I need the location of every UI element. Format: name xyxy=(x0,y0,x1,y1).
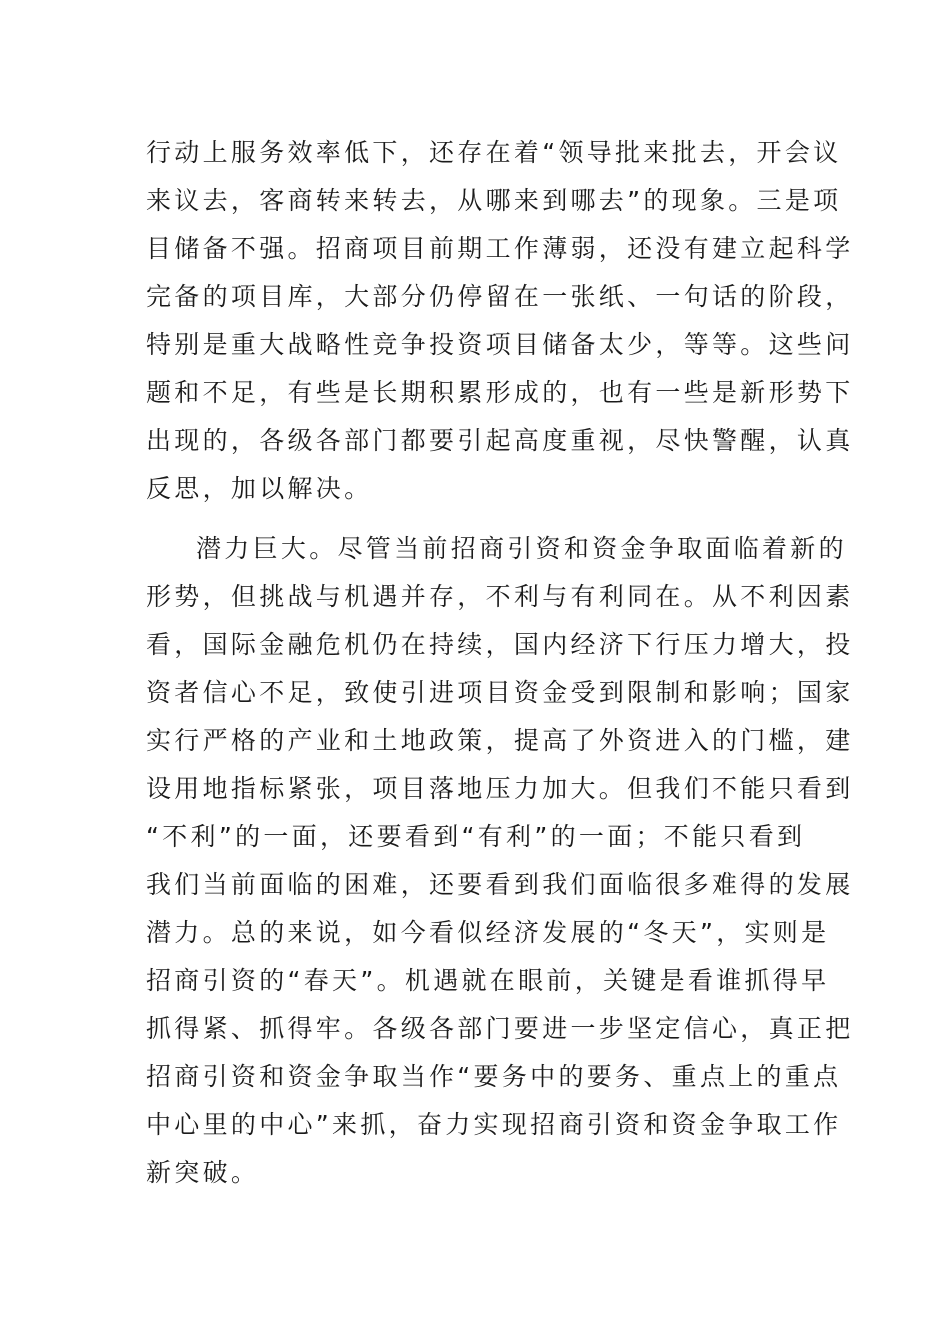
text-line: “不利”的一面，还要看到“有利”的一面；不能只看到 xyxy=(146,822,806,851)
text-line: 出现的，各级各部门都要引起高度重视，尽快警醒，认真 xyxy=(146,426,854,455)
text-line: 设用地指标紧张，项目落地压力加大。但我们不能只看到 xyxy=(146,774,854,803)
text-line: 完备的项目库，大部分仍停留在一张纸、一句话的阶段， xyxy=(146,282,854,311)
paragraph-potential xyxy=(146,525,854,1197)
text-line-first: 潜力巨大。尽管当前招商引资和资金争取面临着新的 xyxy=(196,534,847,563)
paragraph-problems xyxy=(146,129,854,513)
text-line: 中心里的中心”来抓，奋力实现招商引资和资金争取工作 xyxy=(146,1110,842,1139)
text-line: 我们当前面临的困难，还要看到我们面临很多难得的发展 xyxy=(146,870,854,899)
text-line: 看，国际金融危机仍在持续，国内经济下行压力增大，投 xyxy=(146,630,854,659)
text-line: 招商引资和资金争取当作“要务中的要务、重点上的重点 xyxy=(146,1062,842,1091)
text-line: 实行严格的产业和土地政策，提高了外资进入的门槛，建 xyxy=(146,726,854,755)
text-line: 行动上服务效率低下，还存在着“领导批来批去，开会议 xyxy=(146,138,842,167)
text-line: 来议去，客商转来转去，从哪来到哪去”的现象。三是项 xyxy=(146,186,842,215)
text-line: 特别是重大战略性竞争投资项目储备太少，等等。这些问 xyxy=(146,330,854,359)
text-line: 目储备不强。招商项目前期工作薄弱，还没有建立起科学 xyxy=(146,234,854,263)
text-line: 招商引资的“春天”。机遇就在眼前，关键是看谁抓得早 xyxy=(146,966,830,995)
text-line: 新突破。 xyxy=(146,1158,260,1187)
text-line: 抓得紧、抓得牢。各级各部门要进一步坚定信心，真正把 xyxy=(146,1014,854,1043)
text-line: 反思，加以解决。 xyxy=(146,474,373,503)
text-line: 形势，但挑战与机遇并存，不利与有利同在。从不利因素 xyxy=(146,582,854,611)
text-line: 题和不足，有些是长期积累形成的，也有一些是新形势下 xyxy=(146,378,854,407)
text-line: 潜力。总的来说，如今看似经济发展的“冬天”，实则是 xyxy=(146,918,830,947)
text-line: 资者信心不足，致使引进项目资金受到限制和影响；国家 xyxy=(146,678,854,707)
